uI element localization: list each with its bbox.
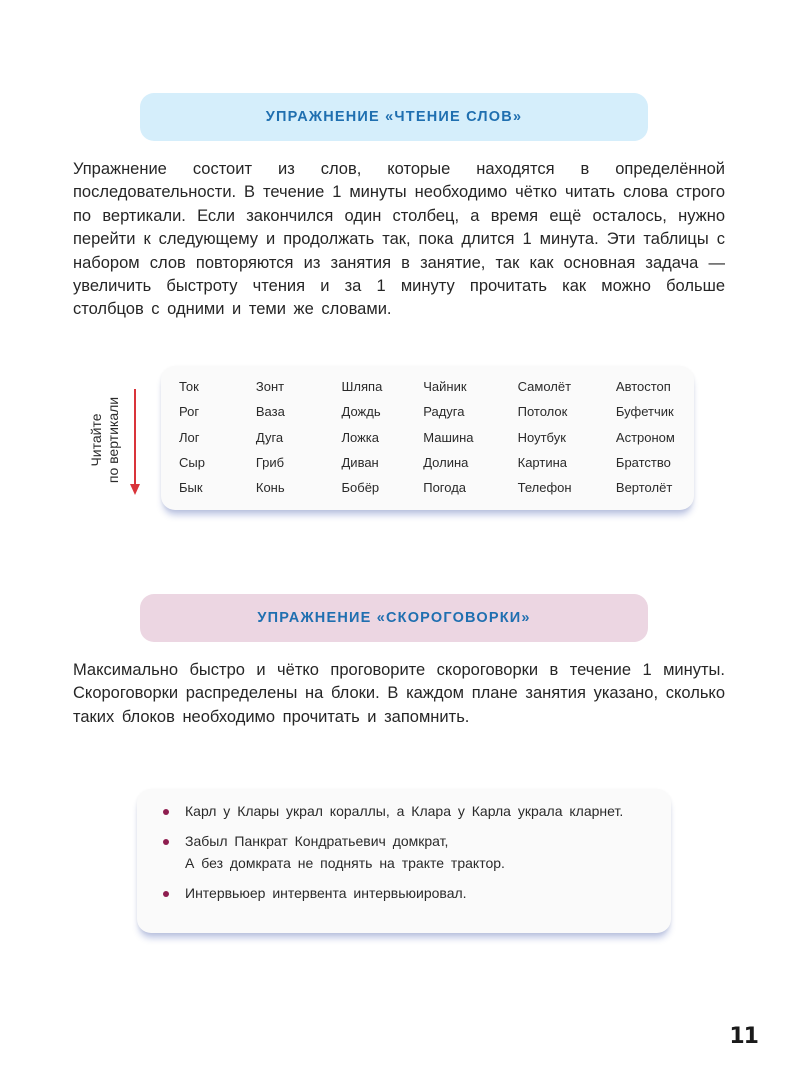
tongue-twister-item xyxy=(185,800,655,823)
word: Погода xyxy=(423,480,467,496)
word: Ток xyxy=(179,379,199,394)
read-vertically-line-1: Читайте xyxy=(88,413,104,467)
word: Потолок xyxy=(517,404,568,420)
word-column xyxy=(616,374,684,500)
word-table-card xyxy=(161,366,694,510)
word: Шляпа xyxy=(341,379,383,394)
word: Астроном xyxy=(615,429,675,445)
word: Буфетчик xyxy=(615,404,674,420)
word: Лог xyxy=(179,429,200,445)
word: Вертолёт xyxy=(615,480,673,496)
tongue-twister-line: Интервьюер интервента интервьюировал. xyxy=(185,884,467,901)
tongue-twister-line: А без домкрата не поднять на тракте трактор. xyxy=(185,855,505,871)
tongue-twister-line: Карл у Клары украл кораллы, а Клара у Карла украла кларнет. xyxy=(185,803,624,819)
word: Радуга xyxy=(423,404,465,420)
page-number: 11 xyxy=(729,1024,758,1049)
word: Самолёт xyxy=(517,379,572,394)
word: Долина xyxy=(423,454,469,470)
exercise-2-title: УПРАЖНЕНИЕ «СКОРОГОВОРКИ» xyxy=(257,610,531,626)
word: Ложка xyxy=(341,429,380,445)
word: Гриб xyxy=(255,454,285,470)
word: Бык xyxy=(179,480,203,496)
word: Дуга xyxy=(255,429,284,445)
exercise-2-banner xyxy=(140,594,648,642)
word: Картина xyxy=(517,454,567,470)
word: Чайник xyxy=(423,379,467,394)
exercise-1-title: УПРАЖНЕНИЕ «ЧТЕНИЕ СЛОВ» xyxy=(265,109,523,125)
bullet-icon xyxy=(163,809,169,815)
word: Дождь xyxy=(341,404,381,420)
word-column xyxy=(518,374,616,500)
tongue-twister-card xyxy=(137,789,671,933)
bullet-icon xyxy=(163,891,169,897)
tongue-twister-list xyxy=(185,800,655,911)
word: Диван xyxy=(341,454,379,470)
word: Машина xyxy=(423,429,474,445)
word: Ваза xyxy=(255,404,285,420)
read-vertically-line-2: по вертикали xyxy=(105,396,121,484)
exercise-2-description: Максимально быстро и чётко проговорите скороговорки в течение 1 минуты. Скороговорки распределены на блоки. В каждом плане занятия указано, сколько таких блоков необходимо прочитать и запомнить. xyxy=(73,661,725,726)
read-vertically-label xyxy=(84,386,126,494)
tongue-twister-item xyxy=(185,830,655,875)
word: Автостоп xyxy=(615,379,671,394)
word: Зонт xyxy=(255,379,285,394)
arrow-down-icon xyxy=(127,387,143,497)
exercise-1-description: Упражнение состоит из слов, которые находятся в определённой последовательности. В течение 1 минуты необходимо чётко читать слова строго по вертикали. Если закончился один столбец, а время ещё осталось, нужно перейти к следующему и продолжать так, пока длится 1 минута. Эти таблицы с набором слов повторяются из занятия в занятие, так как основная задача — увеличить быстроту чтения и за 1 минуту прочитать как можно больше столбцов с одними и теми же словами. xyxy=(73,160,725,319)
exercise-1-banner xyxy=(140,93,648,141)
tongue-twister-line: Забыл Панкрат Кондратьевич домкрат, xyxy=(185,832,449,849)
word: Бобёр xyxy=(341,480,380,496)
word-column xyxy=(256,374,342,500)
word: Конь xyxy=(255,480,285,496)
word-column xyxy=(342,374,424,500)
bullet-icon xyxy=(163,839,169,845)
word: Телефон xyxy=(517,480,572,496)
word-column xyxy=(179,374,256,500)
word: Рог xyxy=(179,404,200,420)
word: Сыр xyxy=(179,454,205,470)
word: Ноутбук xyxy=(517,429,566,445)
word: Братство xyxy=(615,454,671,470)
word-table xyxy=(179,374,684,500)
word-column xyxy=(423,374,517,500)
tongue-twister-item xyxy=(185,882,655,905)
